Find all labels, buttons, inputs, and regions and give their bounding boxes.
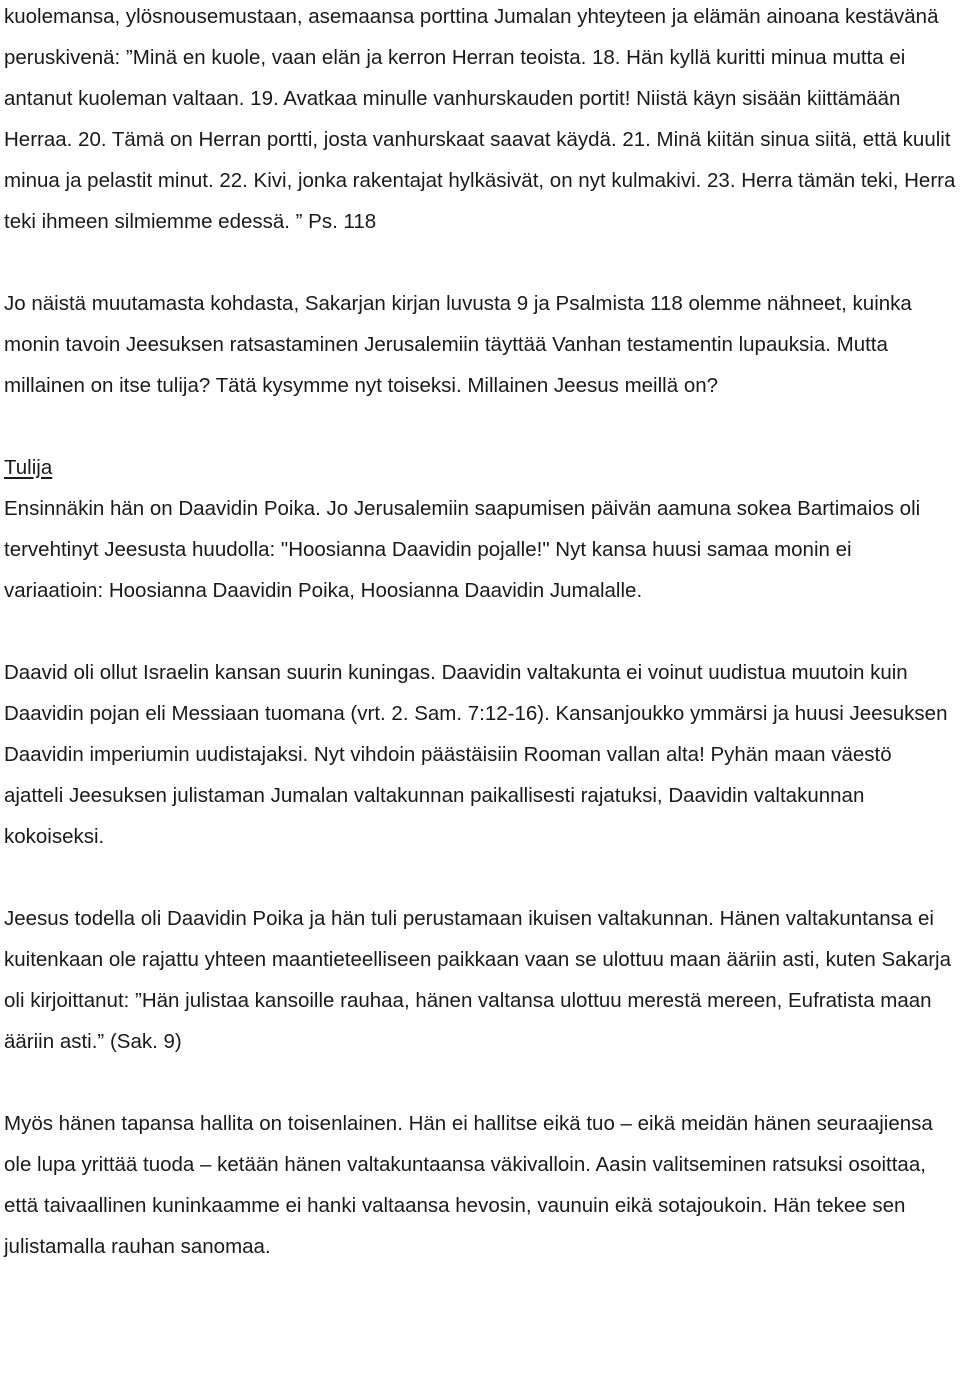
paragraph: Ensinnäkin hän on Daavidin Poika. Jo Jerusalemiin saapumisen päivän aamuna sokea Bartimaios oli tervehtinyt Jeesusta huudolla: "Hoosianna Daavidin pojalle!" Nyt kansa huusi samaa monin ei variaatioin: Hoosianna Daavidin Poika, Hoosianna Daavidin Jumalalle. bbox=[4, 497, 921, 602]
paragraph-spacer bbox=[4, 406, 956, 447]
paragraph-spacer bbox=[4, 1062, 956, 1103]
paragraph: kuolemansa, ylösnousemustaan, asemaansa porttina Jumalan yhteyteen ja elämän ainoana kestävänä peruskivenä: ”Minä en kuole, vaan elän ja kerron Herran teoista. 18. Hän kyllä kuritti minua mutta ei antanut kuoleman valtaan. 19. Avatkaa minulle vanhurskauden portit! Niistä käyn sisään kiittämään Herraa. 20. Tämä on Herran portti, josta vanhurskaat saavat käydä. 21. Minä kiitän sinua siitä, että kuulit minua ja pelastit minut. 22. Kivi, jonka rakentajat hylkäsivät, on nyt kulmakivi. 23. Herra tämän teki, Herra teki ihmeen silmiemme edessä. ” Ps. 118 bbox=[4, 5, 956, 233]
paragraph: Jeesus todella oli Daavidin Poika ja hän tuli perustamaan ikuisen valtakunnan. Hänen valtakuntansa ei kuitenkaan ole rajattu yhteen maantieteelliseen paikkaan vaan se ulottuu maan ääriin asti, kuten Sakarja oli kirjoittanut: ”Hän julistaa kansoille rauhaa, hänen valtansa ulottuu merestä mereen, Eufratista maan ääriin asti.” (Sak. 9) bbox=[4, 907, 952, 1053]
paragraph: Myös hänen tapansa hallita on toisenlainen. Hän ei hallitse eikä tuo – eikä meidän hänen seuraajiensa ole lupa yrittää tuoda – ketään hänen valtakuntaansa väkivalloin. Aasin valitseminen ratsuksi osoittaa, että taivaallinen kuninkaamme ei hanki valtaansa hevosin, vaunuin eikä sotajoukoin. Hän tekee sen julistamalla rauhan sanomaa. bbox=[4, 1112, 933, 1258]
section-heading: Tulija bbox=[4, 456, 53, 479]
paragraph-spacer bbox=[4, 857, 956, 898]
paragraph-spacer bbox=[4, 611, 956, 652]
document-page bbox=[4, 0, 956, 1267]
paragraph: Daavid oli ollut Israelin kansan suurin kuningas. Daavidin valtakunta ei voinut uudistua muutoin kuin Daavidin pojan eli Messiaan tuomana (vrt. 2. Sam. 7:12-16). Kansanjoukko ymmärsi ja huusi Jeesuksen Daavidin imperiumin uudistajaksi. Nyt vihdoin päästäisiin Rooman vallan alta! Pyhän maan väestö ajatteli Jeesuksen julistaman Jumalan valtakunnan paikallisesti rajatuksi, Daavidin valtakunnan kokoiseksi. bbox=[4, 661, 948, 848]
paragraph: Jo näistä muutamasta kohdasta, Sakarjan kirjan luvusta 9 ja Psalmista 118 olemme nähneet, kuinka monin tavoin Jeesuksen ratsastaminen Jerusalemiin täyttää Vanhan testamentin lupauksia. Mutta millainen on itse tulija? Tätä kysymme nyt toiseksi. Millainen Jeesus meillä on? bbox=[4, 292, 912, 397]
paragraph-spacer bbox=[4, 242, 956, 283]
